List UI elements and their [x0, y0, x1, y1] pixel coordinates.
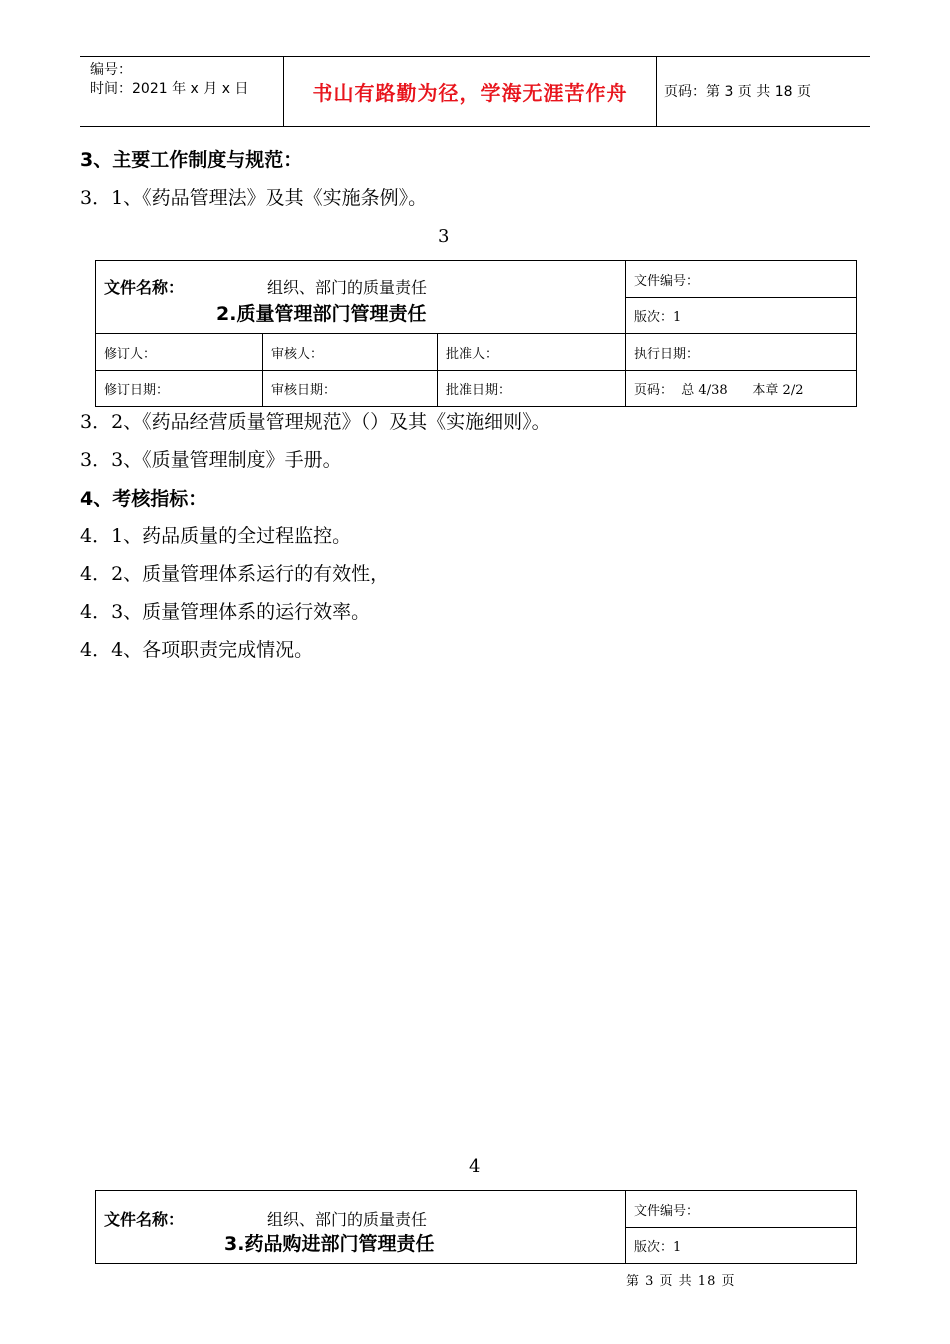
- section4-heading: 4、考核指标：: [80, 488, 208, 510]
- file-name-label-2: 文件名称：: [104, 1210, 185, 1229]
- header-motto-cell: [283, 57, 657, 126]
- section3-item2: 3．2、《药品经营质量管理规范》（）及其《实施细则》。: [80, 411, 551, 433]
- audit-date-cell: 审核日期：: [263, 371, 438, 407]
- section3-heading: 3、主要工作制度与规范：: [80, 149, 303, 171]
- revise-date-cell: 修订日期：: [96, 371, 263, 407]
- approver-cell: 批准人：: [438, 334, 626, 371]
- page-footer: 第 3 页 共 18 页: [626, 1274, 736, 1289]
- file-name-sub-2: 组织、部门的质量责任: [267, 1210, 428, 1229]
- page-header: [80, 56, 870, 127]
- version-cell: 版次：1: [626, 298, 857, 334]
- section4-item2: 4．2、质量管理体系运行的有效性，: [80, 563, 390, 585]
- file-name-label: 文件名称：: [104, 278, 185, 297]
- document-info-table-1: [95, 260, 857, 407]
- header-page-cell: [656, 57, 870, 126]
- file-name-cell: [96, 261, 626, 334]
- section4-item3: 4．3、质量管理体系的运行效率。: [80, 601, 371, 623]
- exec-date-cell: 执行日期：: [626, 334, 857, 371]
- page-marker-4: 4: [469, 1156, 481, 1177]
- section4-item1: 4．1、药品质量的全过程监控。: [80, 525, 352, 547]
- section3-item3: 3．3、《质量管理制度》手册。: [80, 449, 342, 471]
- file-name-cell-2: [96, 1191, 626, 1264]
- section3-item1: 3．1、《药品管理法》及其《实施条例》。: [80, 187, 428, 209]
- header-page-info: 页码：第 3 页 共 18 页: [664, 83, 811, 100]
- file-name-sub: 组织、部门的质量责任: [267, 278, 428, 297]
- page-marker-3: 3: [438, 226, 450, 247]
- version-cell-2: 版次：1: [626, 1228, 857, 1264]
- file-name-title: 2.质量管理部门管理责任: [216, 303, 427, 325]
- auditor-cell: 审核人：: [263, 334, 438, 371]
- motto: 书山有路勤为径，学海无涯苦作舟: [312, 81, 628, 105]
- file-number-cell: 文件编号：: [626, 261, 857, 298]
- time-label: 时间：2021 年 x 月 x 日: [90, 81, 249, 97]
- approve-date-cell: 批准日期：: [438, 371, 626, 407]
- document-info-table-2: [95, 1190, 857, 1264]
- reviser-cell: 修订人：: [96, 334, 263, 371]
- section4-item4: 4．4、各项职责完成情况。: [80, 639, 314, 661]
- file-number-cell-2: 文件编号：: [626, 1191, 857, 1228]
- file-name-title-2: 3.药品购进部门管理责任: [224, 1233, 435, 1255]
- header-meta: [80, 57, 283, 126]
- serial-label: 编号：: [90, 62, 132, 78]
- page-code-cell: 页码： 总 4/38 本章 2/2: [626, 371, 857, 407]
